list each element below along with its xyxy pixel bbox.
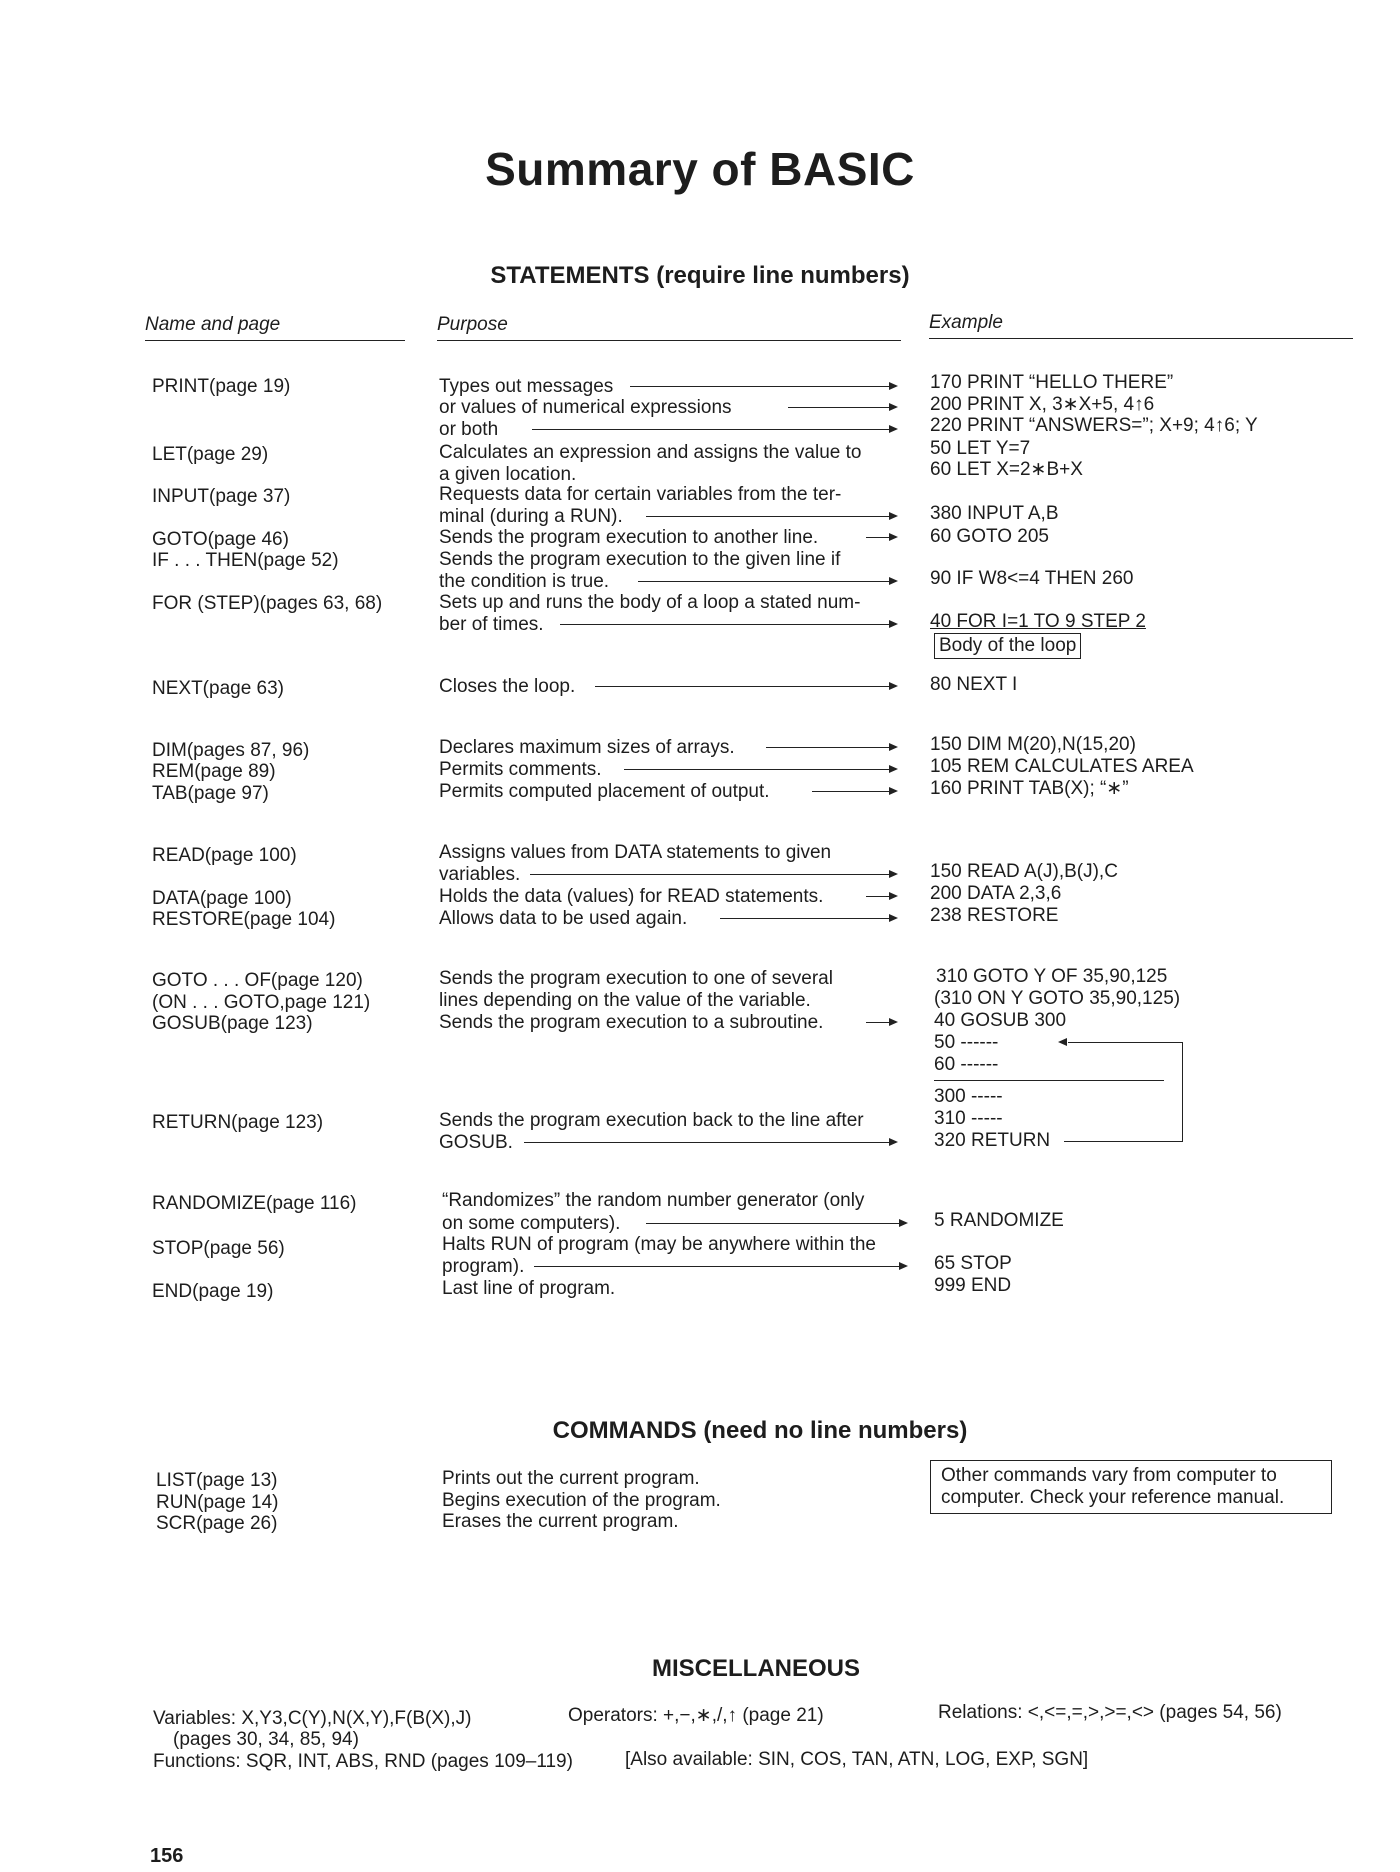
arrow (630, 386, 896, 387)
command-name: SCR(page 26) (156, 1513, 278, 1534)
statement-name: STOP(page 56) (152, 1238, 285, 1259)
statement-purpose: GOSUB. (439, 1132, 513, 1153)
statement-name: TAB(page 97) (152, 783, 269, 804)
arrow (534, 1266, 906, 1267)
statement-example: 300 ----- (934, 1086, 1003, 1107)
statement-purpose: Calculates an expression and assigns the value to (439, 442, 862, 463)
statement-name: DIM(pages 87, 96) (152, 740, 310, 761)
arrow (524, 1142, 896, 1143)
statement-purpose: a given location. (439, 464, 577, 485)
command-name: RUN(page 14) (156, 1492, 279, 1513)
statement-name: GOTO(page 46) (152, 529, 289, 550)
statement-name: RANDOMIZE(page 116) (152, 1193, 357, 1214)
loop-body-box: Body of the loop (934, 633, 1081, 659)
statement-name: END(page 19) (152, 1281, 274, 1302)
arrow (638, 581, 896, 582)
statement-purpose: Permits computed placement of output. (439, 781, 770, 802)
command-name: LIST(page 13) (156, 1470, 278, 1491)
page-title: Summary of BASIC (485, 143, 915, 195)
statement-example: 220 PRINT “ANSWERS=”; X+9; 4↑6; Y (930, 415, 1258, 436)
column-header-example: Example (929, 312, 1353, 339)
return-bracket (1182, 1042, 1183, 1142)
note-line: computer. Check your reference manual. (941, 1487, 1285, 1508)
statement-purpose: minal (during a RUN). (439, 506, 623, 527)
arrow (595, 686, 896, 687)
column-header-name: Name and page (145, 314, 405, 341)
statement-name: RETURN(page 123) (152, 1112, 324, 1133)
arrow (788, 407, 896, 408)
statement-example: 380 INPUT A,B (930, 503, 1059, 524)
arrow (530, 874, 896, 875)
statement-purpose: Assigns values from DATA statements to given (439, 842, 832, 863)
arrow (624, 769, 896, 770)
statement-purpose: variables. (439, 864, 521, 885)
statement-example: 40 FOR I=1 TO 9 STEP 2 (930, 611, 1146, 632)
command-purpose: Begins execution of the program. (442, 1490, 721, 1511)
statement-purpose: Halts RUN of program (may be anywhere within the (442, 1234, 877, 1255)
arrow (812, 791, 896, 792)
arrow (766, 747, 896, 748)
statement-name: DATA(page 100) (152, 888, 292, 909)
statement-name: REM(page 89) (152, 761, 276, 782)
statement-example: 200 DATA 2,3,6 (930, 883, 1062, 904)
arrow (866, 896, 896, 897)
misc-functions: Functions: SQR, INT, ABS, RND (pages 109–119) (153, 1751, 573, 1772)
statement-purpose: Declares maximum sizes of arrays. (439, 737, 735, 758)
statement-example: 80 NEXT I (930, 674, 1018, 695)
statement-example: 60 LET X=2∗B+X (930, 459, 1083, 480)
statement-purpose: ber of times. (439, 614, 544, 635)
statement-name: RESTORE(page 104) (152, 909, 336, 930)
arrow (646, 516, 896, 517)
arrow (532, 429, 896, 430)
return-arrow-head (1058, 1038, 1067, 1046)
statement-purpose: Types out messages (439, 376, 614, 397)
statement-name: GOSUB(page 123) (152, 1013, 313, 1034)
misc-relations: Relations: <,<=,=,>,>=,<> (pages 54, 56) (938, 1702, 1282, 1723)
statement-example: 60 ------ (934, 1054, 999, 1075)
statement-example: 160 PRINT TAB(X); “∗” (930, 778, 1129, 799)
statements-heading: STATEMENTS (require line numbers) (490, 262, 910, 289)
statement-example: 40 GOSUB 300 (934, 1010, 1067, 1031)
statement-example: 5 RANDOMIZE (934, 1210, 1064, 1231)
statement-purpose: Requests data for certain variables from the ter- (439, 484, 842, 505)
statement-purpose: Closes the loop. (439, 676, 576, 697)
divider (934, 1080, 1164, 1081)
statement-purpose: Sends the program execution to a subroutine. (439, 1012, 824, 1033)
misc-also-available: [Also available: SIN, COS, TAN, ATN, LOG, EXP, SGN] (625, 1749, 1089, 1770)
statement-purpose: Holds the data (values) for READ statements. (439, 886, 824, 907)
statement-purpose: on some computers). (442, 1213, 621, 1234)
return-bracket (1068, 1042, 1183, 1043)
statement-name: LET(page 29) (152, 444, 269, 465)
misc-variables-pages: (pages 30, 34, 85, 94) (173, 1729, 359, 1750)
statement-purpose: program). (442, 1256, 525, 1277)
statement-purpose: the condition is true. (439, 571, 610, 592)
command-purpose: Erases the current program. (442, 1511, 679, 1532)
arrow (646, 1223, 906, 1224)
statement-name: PRINT(page 19) (152, 376, 291, 397)
commands-heading: COMMANDS (need no line numbers) (552, 1417, 968, 1444)
statement-example: 150 READ A(J),B(J),C (930, 861, 1118, 882)
statement-name: GOTO . . . OF(page 120) (152, 970, 363, 991)
statement-example: 50 LET Y=7 (930, 438, 1031, 459)
statement-example: 60 GOTO 205 (930, 526, 1049, 547)
note-line: Other commands vary from computer to (941, 1465, 1277, 1486)
statement-name: READ(page 100) (152, 845, 297, 866)
arrow (866, 1022, 896, 1023)
statement-example: 999 END (934, 1275, 1012, 1296)
statement-name: INPUT(page 37) (152, 486, 291, 507)
statement-name: NEXT(page 63) (152, 678, 285, 699)
statement-example: 105 REM CALCULATES AREA (930, 756, 1194, 777)
statement-example: 150 DIM M(20),N(15,20) (930, 734, 1136, 755)
statement-example: 50 ------ (934, 1032, 999, 1053)
arrow (720, 918, 896, 919)
statement-purpose: lines depending on the value of the variable. (439, 990, 811, 1011)
commands-note-box (930, 1460, 1332, 1514)
statement-example: 310 ----- (934, 1108, 1003, 1129)
statement-purpose: Allows data to be used again. (439, 908, 688, 929)
misc-operators: Operators: +,−,∗,/,↑ (page 21) (568, 1705, 824, 1726)
statement-purpose: Sets up and runs the body of a loop a stated num- (439, 592, 861, 613)
statement-purpose: Permits comments. (439, 759, 602, 780)
statement-purpose: Sends the program execution to one of several (439, 968, 833, 989)
misc-variables: Variables: X,Y3,C(Y),N(X,Y),F(B(X),J) (153, 1708, 472, 1729)
return-bracket (1064, 1141, 1182, 1142)
statement-purpose: Sends the program execution to the given line if (439, 549, 841, 570)
statement-purpose: “Randomizes” the random number generator (only (442, 1190, 865, 1211)
statement-example: 238 RESTORE (930, 905, 1059, 926)
statement-name: FOR (STEP)(pages 63, 68) (152, 593, 383, 614)
statement-example: 170 PRINT “HELLO THERE” (930, 372, 1174, 393)
arrow (560, 624, 896, 625)
page-number: 156 (150, 1845, 184, 1867)
misc-heading: MISCELLANEOUS (651, 1655, 860, 1682)
statement-purpose: Last line of program. (442, 1278, 616, 1299)
arrow (866, 537, 896, 538)
statement-example: 200 PRINT X, 3∗X+5, 4↑6 (930, 394, 1155, 415)
statement-purpose: or values of numerical expressions (439, 397, 732, 418)
statement-example: (310 ON Y GOTO 35,90,125) (934, 988, 1181, 1009)
statement-example: 310 GOTO Y OF 35,90,125 (936, 966, 1168, 987)
statement-name: (ON . . . GOTO,page 121) (152, 992, 371, 1013)
statement-example: 65 STOP (934, 1253, 1012, 1274)
statement-purpose: Sends the program execution back to the line after (439, 1110, 864, 1131)
statement-name: IF . . . THEN(page 52) (152, 550, 339, 571)
statement-example: 320 RETURN (934, 1130, 1051, 1151)
statement-purpose: or both (439, 419, 499, 440)
column-header-purpose: Purpose (437, 314, 901, 341)
command-purpose: Prints out the current program. (442, 1468, 700, 1489)
statement-purpose: Sends the program execution to another line. (439, 527, 819, 548)
statement-example: 90 IF W8<=4 THEN 260 (930, 568, 1134, 589)
